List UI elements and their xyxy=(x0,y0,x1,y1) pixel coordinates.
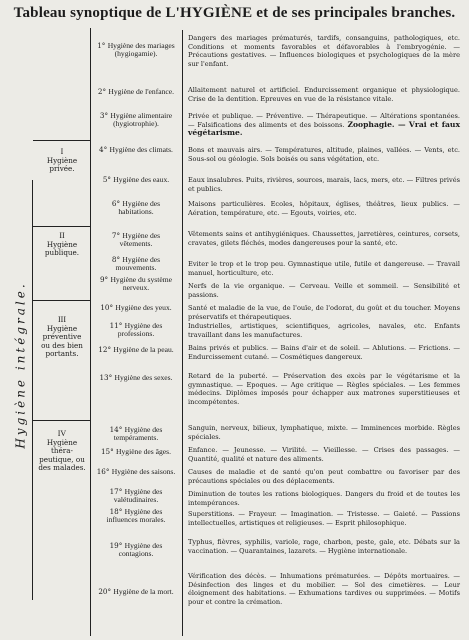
branch-description-12 xyxy=(188,344,460,361)
description-text: Eaux insalubres. Puits, rivières, sources, marais, lacs, mers, etc. — Filtres privés et publics. xyxy=(188,176,460,193)
branch-label: Hygiène des saisons. xyxy=(111,467,176,476)
branch-number: 13° xyxy=(99,373,113,382)
branch-label: Hygiène des contagions. xyxy=(118,541,163,559)
description-text: Diminution de toutes les rations biologiques. Dangers du froid et de toutes les intempérances. xyxy=(188,490,460,507)
group-text: Hygiène préventive ou des bien portants. xyxy=(41,323,83,359)
description-text: Eviter le trop et le trop peu. Gymnastique utile, futile et dangereuse. — Travail manuel, horticulture, etc. xyxy=(188,260,460,277)
branch-item-4 xyxy=(96,146,176,154)
description-text: Vêtements sains et antihygiéniques. Chaussettes, jarretières, ceintures, corsets, cravates, gilets fléchés, modes dangereuses pour la santé, etc. xyxy=(188,230,460,247)
branch-label: Hygiène des professions. xyxy=(117,321,163,339)
main-bracket-line xyxy=(32,180,33,600)
branch-label: Hygiène des âges. xyxy=(116,447,172,456)
branch-label: Hygiène des climats. xyxy=(109,145,173,154)
item-divider-line xyxy=(182,30,183,636)
branch-number: 5° xyxy=(102,175,111,184)
branch-description-3 xyxy=(188,112,460,138)
description-text: Retard de la puberté. — Préservation des excès par le végétarisme et la gymnastique. — Epoques. — Age critique — Règles spéciales. — Les femmes médecins. Diplômes imposés pour échapper aux matrones superstitieuses et incompétentes. xyxy=(188,372,460,406)
branch-description-5 xyxy=(188,176,460,193)
description-text: Superstitions. — Frayeur. — Imagination. — Tristesse. — Gaieté. — Passions intellectuelles, artistiques et religieuses. — Esprit philosophique. xyxy=(188,510,460,527)
branch-item-7 xyxy=(96,232,176,248)
branch-item-3 xyxy=(96,112,176,128)
branch-label: Hygiène des valétudinaires. xyxy=(113,487,163,505)
branch-number: 4° xyxy=(99,145,108,154)
branch-description-14 xyxy=(188,424,460,441)
group-number: I xyxy=(60,147,64,156)
branch-item-14 xyxy=(96,426,176,442)
description-text: Bains privés et publics. — Bains d'air et de soleil. — Ablutions. — Frictions. — Endurcissement cutané. — Cosmétiques dangereux. xyxy=(188,344,460,361)
branch-item-1 xyxy=(96,42,176,58)
branch-number: 19° xyxy=(109,541,123,550)
group-number: II xyxy=(59,231,65,240)
group-2-label xyxy=(38,232,86,258)
branch-number: 11° xyxy=(109,321,123,330)
description-text: Allaitement naturel et artificiel. Endurcissement organique et physiologique. Crise de la dentition. Epreuves en vue de la résistance vitale. xyxy=(188,86,460,103)
branch-description-11 xyxy=(188,322,460,339)
branch-label: Hygiène des mariages (hygiogamie). xyxy=(107,41,175,59)
branch-number: 17° xyxy=(109,487,123,496)
description-text: Santé et maladie de la vue, de l'ouïe, de l'odorat, du goût et du toucher. Moyens préservatifs et thérapeutiques. xyxy=(188,304,460,321)
branch-number: 15° xyxy=(100,447,114,456)
branch-label: Hygiène de la peau. xyxy=(113,345,174,354)
branch-number: 14° xyxy=(109,425,123,434)
branch-item-5 xyxy=(96,176,176,184)
branch-item-18 xyxy=(96,508,176,524)
group-divider-line xyxy=(90,28,91,636)
branch-description-16 xyxy=(188,468,460,485)
branch-item-15 xyxy=(96,448,176,456)
group-separator xyxy=(33,420,90,421)
branch-label: Hygiène des influences morales. xyxy=(106,507,166,525)
branch-item-10 xyxy=(96,304,176,312)
group-separator xyxy=(33,140,90,141)
branch-label: Hygiène des eaux. xyxy=(113,175,170,184)
branch-item-12 xyxy=(96,346,176,354)
branch-item-17 xyxy=(96,488,176,504)
description-text: Vérification des décès. — Inhumations prématurées. — Dépôts mortuaires. — Désinfection des linges et du mobilier. — Sol des cimetières. — Leur éloignement des habitations. — Exhumations tardives ou supprimées. — Motifs pour et contre la crémation. xyxy=(188,572,460,606)
branch-label: Hygiène de la mort. xyxy=(113,587,174,596)
branch-item-19 xyxy=(96,542,176,558)
branch-number: 9° xyxy=(99,275,109,284)
branch-number: 18° xyxy=(109,507,123,516)
branch-number: 6° xyxy=(111,199,121,208)
branch-label: Hygiène des tempéraments. xyxy=(113,425,163,443)
description-text: Industrielles, artistiques, scientifiques, agricoles, navales, etc. Enfants travaillant dans les manufactures. xyxy=(188,322,460,339)
branch-description-8 xyxy=(188,260,460,277)
branch-label: Hygiène des mouvements. xyxy=(115,255,161,273)
vertical-label-text: Hygiène intégrale. xyxy=(14,281,29,449)
branch-item-16 xyxy=(96,468,176,476)
branch-label: Hygiène du système nerveux. xyxy=(110,275,173,293)
description-text: Privée et publique. — Préventive. — Thérapeutique. — Altérations spontanées. — Falsifications des aliments et des boissons. xyxy=(188,112,460,129)
group-1-label xyxy=(38,148,86,174)
branch-number: 8° xyxy=(111,255,121,264)
branch-description-17 xyxy=(188,490,460,507)
branch-description-20 xyxy=(188,572,460,606)
group-4-label xyxy=(38,430,86,473)
branch-number: 2° xyxy=(97,87,107,96)
group-text: Hygiène publique. xyxy=(44,239,80,258)
group-number: III xyxy=(58,315,66,324)
group-text: Hygiène théra-peutique, ou des malades. xyxy=(38,437,86,473)
description-text: Maisons particulières. Ecoles, hôpitaux, églises, théâtres, lieux publics. — Aération, température, etc. — Egouts, voiries, etc. xyxy=(188,200,460,217)
description-text: Typhus, fièvres, syphilis, variole, rage, charbon, peste, gale, etc. Débats sur la vaccination. — Quarantaines, lazarets. — Hygiène internationale. xyxy=(188,538,460,555)
branch-description-7 xyxy=(188,230,460,247)
branch-number: 3° xyxy=(99,111,109,120)
description-emphasis: Zoophagie. — Vrai et faux végétarisme. xyxy=(188,119,460,138)
branch-description-2 xyxy=(188,86,460,103)
branch-item-8 xyxy=(96,256,176,272)
branch-description-13 xyxy=(188,372,460,406)
branch-description-18 xyxy=(188,510,460,527)
branch-number: 20° xyxy=(98,587,112,596)
branch-label: Hygiène des habitations. xyxy=(118,199,161,217)
branch-number: 7° xyxy=(111,231,121,240)
branch-number: 16° xyxy=(96,467,110,476)
branch-item-20 xyxy=(96,588,176,596)
branch-item-6 xyxy=(96,200,176,216)
branch-description-19 xyxy=(188,538,460,555)
branch-label: Hygiène des vêtements. xyxy=(119,231,161,249)
description-text: Sanguin, nerveux, bilieux, lymphatique, mixte. — Imminences morbide. Règles spéciales. xyxy=(188,424,460,441)
branch-item-9 xyxy=(96,276,176,292)
branch-description-6 xyxy=(188,200,460,217)
branch-item-2 xyxy=(96,88,176,96)
branch-label: Hygiène des sexes. xyxy=(114,373,173,382)
description-text: Bons et mauvais airs. — Températures, altitude, plaines, vallées. — Vents, etc. Sous-sol ou géologie. Sols boisés ou sans végétation, etc. xyxy=(188,146,460,163)
branch-label: Hygiène de l'enfance. xyxy=(108,87,175,96)
vertical-label xyxy=(12,260,30,470)
branch-number: 1° xyxy=(97,41,106,50)
description-text: Nerfs de la vie organique. — Cerveau. Veille et sommeil. — Sensibilité et passions. xyxy=(188,282,460,299)
group-number: IV xyxy=(57,429,67,438)
branch-description-15 xyxy=(188,446,460,463)
page-title: Tableau synoptique de L'HYGIÈNE et de ses principales branches. xyxy=(13,5,456,21)
description-text: Causes de maladie et de santé qu'on peut combattre ou favoriser par des précautions spéciales ou des déplacements. xyxy=(188,468,460,485)
branch-item-13 xyxy=(96,374,176,382)
branch-description-10 xyxy=(188,304,460,321)
group-3-label xyxy=(38,316,86,359)
branch-label: Hygiène des yeux. xyxy=(115,303,172,312)
branch-item-11 xyxy=(96,322,176,338)
branch-description-1 xyxy=(188,34,460,68)
description-text: Dangers des mariages prématurés, tardifs, consanguins, pathologiques, etc. Conditions et moments favorables et défavorables à l'embryogénie. — Précautions gestatives. — Influences biologiques et psychologiques de la mère sur l'enfant. xyxy=(188,34,460,68)
group-separator xyxy=(33,226,90,227)
branch-description-9 xyxy=(188,282,460,299)
branch-number: 10° xyxy=(100,303,114,312)
branch-label: Hygiène alimentaire (hygiotrophie). xyxy=(110,111,173,129)
branch-description-4 xyxy=(188,146,460,163)
group-separator xyxy=(33,300,90,301)
branch-number: 12° xyxy=(98,345,112,354)
group-text: Hygiène privée. xyxy=(46,155,78,174)
description-text: Enfance. — Jeunesse. — Virilité. — Vieillesse. — Crises des passages. — Quantité, qualité et nature des aliments. xyxy=(188,446,460,463)
